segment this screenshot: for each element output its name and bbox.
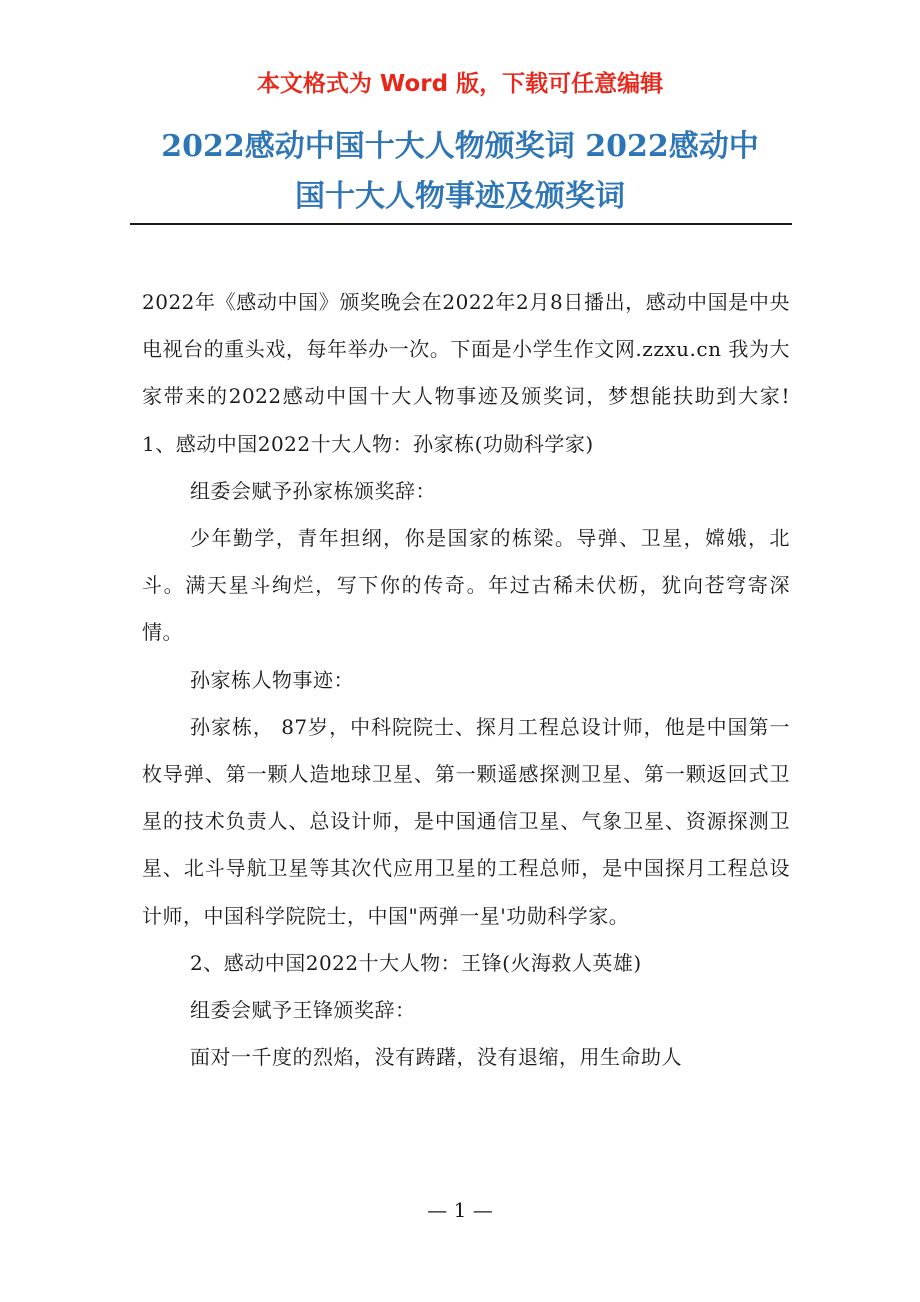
title-line-1: 2022感动中国十大人物颁奖词 2022感动中 — [161, 129, 759, 164]
person-heading-2: 2、感动中国2022十大人物：王锋(火海救人英雄) — [190, 950, 642, 975]
title-line-2: 国十大人物事迹及颁奖词 — [295, 179, 625, 214]
page-number: — 1 — — [427, 1198, 493, 1222]
award-heading-2: 组委会赋予王锋颁奖辞： — [190, 998, 416, 1023]
deeds-heading-1: 孙家栋人物事迹： — [190, 667, 354, 692]
document-body — [142, 279, 831, 1081]
document-title — [130, 122, 790, 222]
title-divider — [130, 223, 792, 225]
format-notice: 本文格式为 Word 版，下载可任意编辑 — [256, 71, 664, 97]
deeds-text-1: 孙家栋， 87岁，中科院院士、探月工程总设计师，他是中国第一枚导弹、第一颗人造地球卫星、第一颗遥感探测卫星、第一颗返回式卫星的技术负责人、总设计师，是中国通信卫星、气象卫星、资源探测卫星、北斗导航卫星等其次代应用卫星的工程总师，是中国探月工程总设计师，中国科学院院士，中国"两弹一星'功勋科学家。 — [142, 714, 790, 928]
award-heading-1: 组委会赋予孙家栋颁奖辞： — [190, 478, 436, 503]
intro-paragraph: 2022年《感动中国》颁奖晚会在2022年2月8日播出，感动中国是中央电视台的重头戏，每年举办一次。下面是小学生作文网.zzxu.cn 我为大家带来的2022感动中国十大人物事迹及颁奖词，梦想能扶助到大家! 1、感动中国2022十大人物：孙家栋(功勋科学家) — [142, 290, 831, 456]
award-text-2: 面对一千度的烈焰，没有踌躇，没有退缩，用生命助人 — [190, 1045, 682, 1070]
award-text-1: 少年勤学，青年担纲，你是国家的栋梁。导弹、卫星，嫦娥，北斗。满天星斗绚烂，写下你的传奇。年过古稀未伏枥，犹向苍穹寄深情。 — [142, 526, 790, 645]
